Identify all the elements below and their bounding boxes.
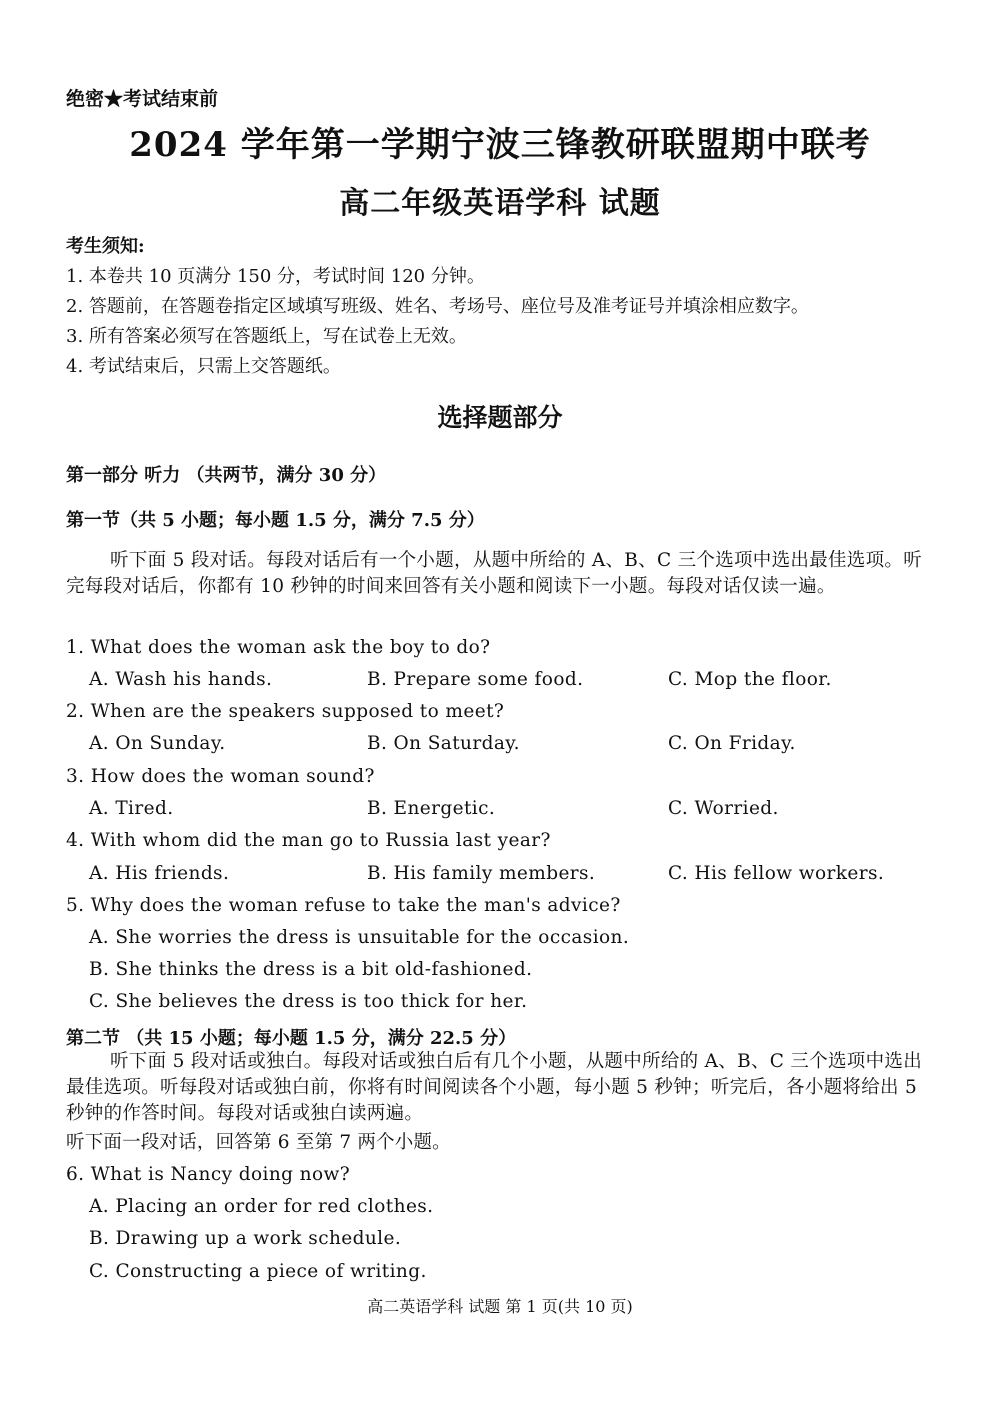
question-stem: 5. Why does the woman refuse to take the man's advice? bbox=[66, 895, 621, 916]
question-stem: 3. How does the woman sound? bbox=[66, 766, 375, 787]
option-b: B. Energetic. bbox=[367, 798, 496, 819]
option-a: A. Tired. bbox=[89, 798, 174, 819]
note-item: 3. 所有答案必须写在答题纸上，写在试卷上无效。 bbox=[66, 326, 467, 347]
option-c: C. She believes the dress is too thick for her. bbox=[89, 991, 528, 1012]
notes-heading: 考生须知: bbox=[66, 236, 145, 257]
option-c: C. His fellow workers. bbox=[668, 863, 885, 884]
exam-title: 2024 学年第一学期宁波三锋教研联盟期中联考 bbox=[129, 125, 871, 165]
option-b: B. Drawing up a work schedule. bbox=[89, 1228, 402, 1249]
option-a: A. She worries the dress is unsuitable for the occasion. bbox=[89, 927, 630, 948]
option-a: A. Wash his hands. bbox=[89, 669, 273, 690]
option-b: B. On Saturday. bbox=[367, 733, 520, 754]
option-c: C. Constructing a piece of writing. bbox=[89, 1261, 427, 1282]
option-c: C. Worried. bbox=[668, 798, 779, 819]
question-stem: 4. With whom did the man go to Russia last year? bbox=[66, 830, 551, 851]
question-stem: 2. When are the speakers supposed to meet? bbox=[66, 701, 505, 722]
section1-instruction: 听下面 5 段对话。每段对话后有一个小题，从题中所给的 A、B、C 三个选项中选出最佳选项。听完每段对话后，你都有 10 秒钟的时间来回答有关小题和阅读下一小题。每段对话仅读一遍。 bbox=[66, 550, 923, 597]
section2-instruction: 听下面 5 段对话或独白。每段对话或独白后有几个小题，从题中所给的 A、B、C 三个选项中选出最佳选项。听每段对话或独白前，你将有时间阅读各个小题，每小题 5 秒钟；听完后，各小题将给出 5 秒钟的作答时间。每段对话或独白读两遍。 bbox=[66, 1051, 923, 1124]
option-a: A. His friends. bbox=[89, 863, 230, 884]
note-item: 2. 答题前，在答题卷指定区域填写班级、姓名、考场号、座位号及准考证号并填涂相应数字。 bbox=[66, 296, 809, 317]
section2-heading: 第二节 （共 15 小题；每小题 1.5 分，满分 22.5 分） bbox=[66, 1028, 517, 1049]
section2-sub-instruction: 听下面一段对话，回答第 6 至第 7 两个小题。 bbox=[66, 1132, 451, 1153]
part1-heading: 第一部分 听力 （共两节，满分 30 分） bbox=[66, 465, 387, 486]
note-item: 1. 本卷共 10 页满分 150 分，考试时间 120 分钟。 bbox=[66, 266, 485, 287]
page-footer: 高二英语学科 试题 第 1 页(共 10 页) bbox=[367, 1297, 633, 1316]
option-b: B. Prepare some food. bbox=[367, 669, 584, 690]
option-b: B. His family members. bbox=[367, 863, 596, 884]
part-title: 选择题部分 bbox=[437, 403, 563, 432]
option-b: B. She thinks the dress is a bit old-fashioned. bbox=[89, 959, 533, 980]
note-item: 4. 考试结束后，只需上交答题纸。 bbox=[66, 356, 341, 377]
exam-subtitle: 高二年级英语学科 试题 bbox=[339, 186, 661, 221]
option-a: A. On Sunday. bbox=[89, 733, 226, 754]
option-c: C. On Friday. bbox=[668, 733, 796, 754]
question-stem: 6. What is Nancy doing now? bbox=[66, 1164, 351, 1185]
question-stem: 1. What does the woman ask the boy to do? bbox=[66, 637, 491, 658]
option-c: C. Mop the floor. bbox=[668, 669, 832, 690]
confidential-label: 绝密★考试结束前 bbox=[66, 88, 219, 110]
section1-heading: 第一节（共 5 小题；每小题 1.5 分，满分 7.5 分） bbox=[66, 510, 485, 531]
option-a: A. Placing an order for red clothes. bbox=[89, 1196, 434, 1217]
